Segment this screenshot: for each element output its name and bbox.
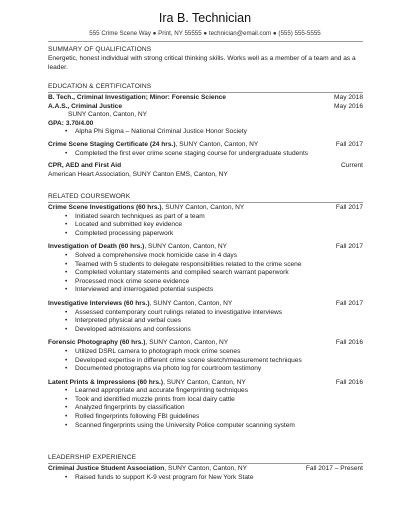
course-block xyxy=(48,379,363,431)
summary-text: Energetic, honest individual with strong critical thinking skills. Works well as a member of a team and as a leader. xyxy=(48,55,356,71)
leadership-role: Criminal Justice Student Association xyxy=(48,465,165,472)
course-name: Investigation of Death (60 hrs.) xyxy=(48,243,145,251)
course-block xyxy=(48,204,363,238)
honor-text: Alpha Phi Sigma – National Criminal Justice Honor Society xyxy=(75,128,247,136)
education-section xyxy=(48,83,363,90)
leadership-section xyxy=(48,454,363,461)
bullet-icon: • xyxy=(65,229,68,237)
bullet-icon: • xyxy=(65,221,68,229)
bullet-icon: • xyxy=(65,395,68,403)
bullet-icon: • xyxy=(65,149,68,157)
course-date: Fall 2017 xyxy=(335,243,363,251)
course-block xyxy=(48,243,363,295)
course-name: Investigative Interviews (60 hrs.) xyxy=(48,299,150,307)
certificate-row xyxy=(48,141,363,150)
course-bullets xyxy=(48,213,363,239)
education-divider xyxy=(48,92,363,93)
course-place: , SUNY Canton, Canton, NY xyxy=(163,378,246,386)
degree-date: May 2018 xyxy=(334,94,363,101)
leadership-row xyxy=(48,465,363,474)
degree-row xyxy=(48,103,363,112)
course-header-row xyxy=(48,300,363,309)
list-item xyxy=(48,261,363,270)
course-bullet-text: Completed voluntary statements and compiled search warrant paperwork xyxy=(75,269,289,277)
list-item xyxy=(48,309,363,318)
course-bullet-text: Utilized DSRL camera to photograph mock crime scenes xyxy=(75,347,241,355)
summary-title: SUMMARY OF QUALIFICATIONS xyxy=(48,46,152,53)
bullet-icon: • xyxy=(65,404,68,412)
course-header-row xyxy=(48,339,363,348)
course-header-row xyxy=(48,379,363,388)
bullet-icon: • xyxy=(65,473,68,481)
course-bullet-text: Interpreted physical and verbal cues xyxy=(75,317,181,325)
bullet-icon: • xyxy=(65,277,68,285)
list-item xyxy=(48,221,363,230)
course-bullet-text: Solved a comprehensive mock homicide case in 4 days xyxy=(75,251,237,259)
certificate-bullet-text: Completed the first ever crime scene staging course for undergraduate students xyxy=(75,149,309,157)
summary-section xyxy=(48,46,363,72)
gpa: GPA: 3.70/4.00 xyxy=(48,119,94,127)
course-bullet-text: Completed processing paperwork xyxy=(75,229,174,237)
course-date: Fall 2016 xyxy=(335,339,363,347)
bullet-icon: • xyxy=(65,365,68,373)
course-block xyxy=(48,339,363,373)
leadership-bullet-text: Raised funds to support K-9 vest program for New York State xyxy=(75,473,254,481)
course-header-row xyxy=(48,204,363,213)
course-bullet-text: Learned appropriate and accurate fingerprinting techniques xyxy=(75,387,249,395)
bullet-icon: • xyxy=(65,251,68,259)
course-bullets xyxy=(48,387,363,430)
course-place: , SUNY Canton, Canton, NY xyxy=(149,299,233,307)
degree-row xyxy=(48,94,363,103)
leadership-date: Fall 2017 – Present xyxy=(305,465,363,472)
course-date: Fall 2017 xyxy=(335,299,363,307)
course-date: Fall 2016 xyxy=(335,378,363,386)
bullet-icon: • xyxy=(65,286,68,294)
certificate-date: Fall 2017 xyxy=(335,140,363,148)
bullet-icon: • xyxy=(65,413,68,421)
course-header-row xyxy=(48,243,363,252)
leadership-body xyxy=(48,465,363,482)
coursework-title: RELATED COURSEWORK xyxy=(48,193,131,200)
bullet-icon: • xyxy=(65,421,68,429)
list-item xyxy=(48,252,363,261)
leadership-divider xyxy=(48,463,363,464)
degree-date: May 2016 xyxy=(334,102,363,110)
course-bullet-text: Developed expertise in different crime scene sketch/measurement techniques xyxy=(75,356,302,364)
list-item xyxy=(48,150,363,159)
degree-title: B. Tech., Criminal Investigation; Minor: Forensic Science xyxy=(48,94,226,101)
education-title: EDUCATION & CERTIFICATOINS xyxy=(48,83,152,90)
coursework-divider xyxy=(48,202,363,203)
list-item xyxy=(48,286,363,295)
list-item xyxy=(48,357,363,366)
list-item xyxy=(48,213,363,222)
course-bullet-text: Analyzed fingerprints by classification xyxy=(75,404,185,412)
certificate-bullets xyxy=(48,150,363,159)
list-item xyxy=(48,278,363,287)
course-bullet-text: Teamed with 5 students to delegate responsibilities related to the crime scene xyxy=(75,260,302,268)
course-bullet-text: Initiated search techniques as part of a team xyxy=(75,212,205,220)
course-name: Forensic Photography (60 hrs.) xyxy=(48,339,146,347)
list-item xyxy=(48,326,363,335)
bullet-icon: • xyxy=(65,269,68,277)
bullet-icon: • xyxy=(65,212,68,220)
course-block xyxy=(48,300,363,334)
list-item xyxy=(48,128,363,137)
bullet-icon: • xyxy=(65,325,68,333)
education-body xyxy=(48,94,363,179)
course-place: , SUNY Canton, Canton, NY xyxy=(145,339,229,347)
course-place: , SUNY Canton, Canton, NY xyxy=(144,243,228,251)
list-item xyxy=(48,230,363,239)
course-name: Latent Prints & Impressions (60 hrs.) xyxy=(48,378,164,386)
honor-list xyxy=(48,128,363,137)
course-bullets xyxy=(48,252,363,295)
course-date: Fall 2017 xyxy=(335,204,363,211)
course-bullets xyxy=(48,309,363,335)
list-item xyxy=(48,365,363,374)
certificate-date: Current xyxy=(341,162,363,170)
course-bullet-text: Located and submitted key evidence xyxy=(75,221,183,229)
bullet-icon: • xyxy=(65,347,68,355)
degree-title: A.A.S., Criminal Justice xyxy=(48,102,123,110)
list-item xyxy=(48,348,363,357)
leadership-bullets xyxy=(48,474,363,483)
bullet-icon: • xyxy=(65,308,68,316)
coursework-body xyxy=(48,204,363,430)
leadership-place: , SUNY Canton, Canton, NY xyxy=(164,465,247,472)
list-item xyxy=(48,404,363,413)
course-bullet-text: Developed admissions and confessions xyxy=(75,325,191,333)
contact-line: 555 Crime Scene Way ● Print, NY 55555 ● technician@email.com ● (555) 555-5555 xyxy=(89,30,321,37)
course-bullet-text: Took and identified muzzle prints from local dairy cattle xyxy=(75,395,235,403)
course-list xyxy=(48,204,363,430)
course-bullet-text: Processed mock crime scene evidence xyxy=(75,277,190,285)
header-divider xyxy=(48,41,363,42)
leadership-title: LEADERSHIP EXPERIENCE xyxy=(48,454,137,461)
candidate-name: Ira B. Technician xyxy=(158,11,252,25)
bullet-icon: • xyxy=(65,128,68,136)
bullet-icon: • xyxy=(65,387,68,395)
certificate-row xyxy=(48,162,363,171)
certificate-organization: American Heart Association, SUNY Canton EMS, Canton, NY xyxy=(48,170,228,178)
course-bullets xyxy=(48,348,363,374)
list-item xyxy=(48,474,363,483)
certificate-title: Crime Scene Staging Certificate (24 hrs.) xyxy=(48,140,176,148)
list-item xyxy=(48,413,363,422)
list-item xyxy=(48,387,363,396)
coursework-section xyxy=(48,193,363,200)
course-place: , SUNY Canton, Canton, NY xyxy=(161,204,245,211)
course-name: Crime Scene Investigations (60 hrs.) xyxy=(48,204,162,211)
bullet-icon: • xyxy=(65,356,68,364)
bullet-icon: • xyxy=(65,260,68,268)
course-bullet-text: Rolled fingerprints following FBI guidelines xyxy=(75,413,200,421)
list-item xyxy=(48,269,363,278)
course-bullet-text: Assessed contemporary court rulings related to investigative interviews xyxy=(75,308,283,316)
bullet-icon: • xyxy=(65,317,68,325)
course-bullet-text: Documented photographs via photo log for courtroom testimony xyxy=(75,365,262,373)
list-item xyxy=(48,422,363,431)
list-item xyxy=(48,396,363,405)
course-bullet-text: Interviewed and interrogated potential suspects xyxy=(75,286,214,294)
course-bullet-text: Scanned fingerprints using the University Police computer scanning system xyxy=(75,421,295,429)
certificate-title: CPR, AED and First Aid xyxy=(48,162,122,170)
school-name: SUNY Canton, Canton, NY xyxy=(68,111,148,119)
list-item xyxy=(48,317,363,326)
certificate-place: , SUNY Canton, Canton, NY xyxy=(175,140,259,148)
